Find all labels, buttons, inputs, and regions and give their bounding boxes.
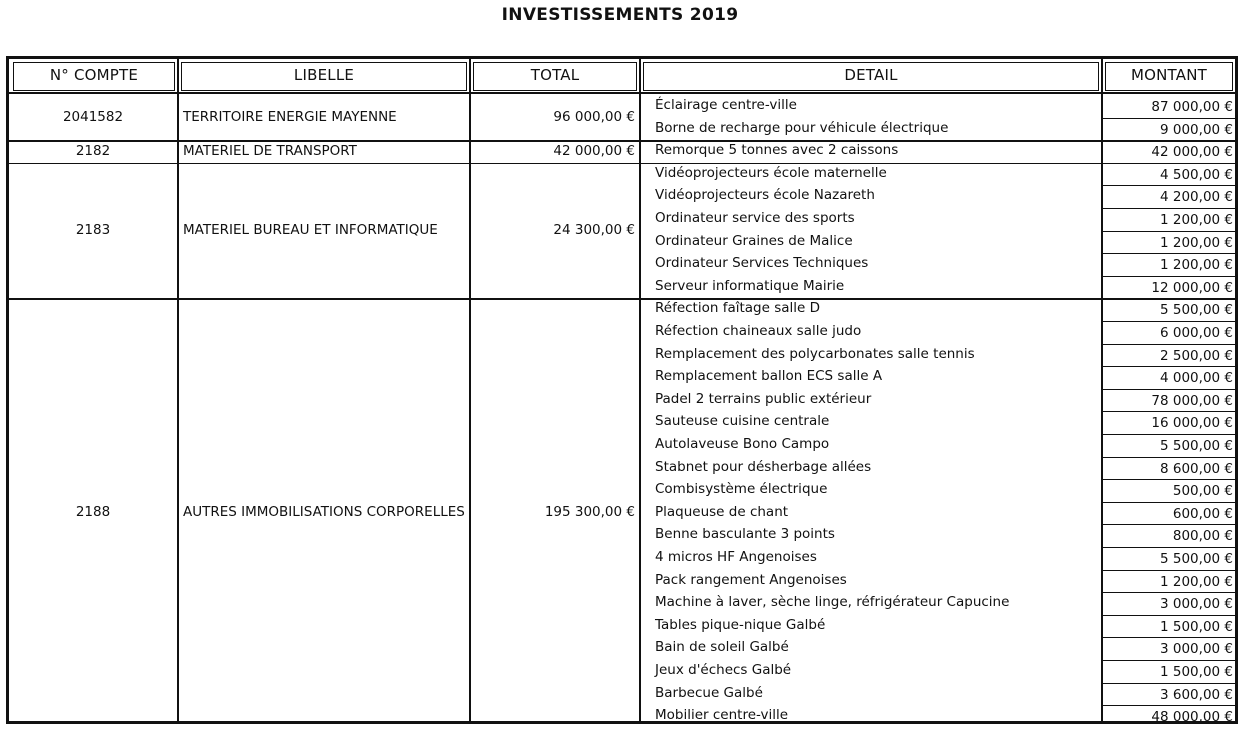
detail-item: Mobilier centre-ville: [655, 707, 789, 724]
header-compte: N° COMPTE: [49, 66, 139, 84]
amount-row-rule: [1103, 705, 1235, 706]
account-total: 195 300,00 €: [544, 504, 635, 521]
detail-item: Combisystème électrique: [655, 481, 828, 498]
detail-item: Tables pique-nique Galbé: [655, 616, 826, 633]
amount-item: 600,00 €: [1172, 505, 1233, 522]
detail-item: Borne de recharge pour véhicule électrique: [655, 119, 949, 136]
detail-item: Remplacement des polycarbonates salle tennis: [655, 345, 975, 362]
amount-row-rule: [1103, 479, 1235, 480]
amount-row-rule: [1103, 185, 1235, 186]
detail-item: Remplacement ballon ECS salle A: [655, 368, 883, 385]
detail-item: Stabnet pour désherbage allées: [655, 458, 872, 475]
detail-item: Jeux d'échecs Galbé: [655, 662, 792, 678]
account-number: 2183: [75, 221, 111, 238]
account-total: 42 000,00 €: [553, 142, 635, 159]
investment-table: [6, 56, 1238, 724]
detail-item: Vidéoprojecteurs école Nazareth: [655, 187, 875, 204]
amount-item: 9 000,00 €: [1160, 121, 1233, 138]
amount-item: 87 000,00 €: [1151, 99, 1233, 115]
amount-row-rule: [1103, 637, 1235, 638]
amount-row-rule: [1103, 389, 1235, 390]
header-rule: [9, 92, 1235, 94]
amount-item: 6 000,00 €: [1160, 325, 1233, 341]
header-detail: DETAIL: [844, 66, 898, 84]
amount-row-rule: [1103, 524, 1235, 525]
account-total: 96 000,00 €: [553, 108, 635, 125]
amount-item: 12 000,00 €: [1151, 279, 1233, 296]
amount-row-rule: [1103, 547, 1235, 548]
amount-row-rule: [1103, 321, 1235, 322]
amount-row-rule: [1103, 660, 1235, 661]
account-label: TERRITOIRE ENERGIE MAYENNE: [183, 108, 397, 125]
detail-item: Sauteuse cuisine centrale: [655, 413, 830, 430]
amount-item: 1 200,00 €: [1160, 234, 1233, 251]
account-label: AUTRES IMMOBILISATIONS CORPORELLES: [183, 504, 465, 521]
detail-item: 4 micros HF Angenoises: [655, 549, 817, 565]
amount-item: 1 500,00 €: [1160, 664, 1233, 680]
amount-row-rule: [1103, 615, 1235, 616]
column-divider: [177, 59, 179, 721]
detail-item: Pack rangement Angenoises: [655, 571, 847, 588]
amount-item: 2 500,00 €: [1160, 347, 1233, 364]
amount-item: 1 200,00 €: [1160, 257, 1233, 274]
account-total: 24 300,00 €: [553, 221, 635, 238]
detail-item: Padel 2 terrains public extérieur: [655, 390, 872, 407]
amount-row-rule: [1103, 411, 1235, 412]
amount-item: 1 200,00 €: [1160, 212, 1233, 228]
amount-row-rule: [1103, 592, 1235, 593]
amount-row-rule: [1103, 231, 1235, 232]
detail-item: Plaqueuse de chant: [655, 503, 789, 520]
header-montant: MONTANT: [1130, 66, 1207, 84]
amount-item: 5 500,00 €: [1160, 438, 1233, 454]
amount-item: 42 000,00 €: [1151, 144, 1233, 161]
amount-item: 16 000,00 €: [1151, 415, 1233, 432]
amount-item: 1 500,00 €: [1160, 618, 1233, 635]
amount-row-rule: [1103, 570, 1235, 571]
detail-item: Remorque 5 tonnes avec 2 caissons: [655, 142, 899, 159]
amount-item: 48 000,00 €: [1151, 709, 1233, 726]
header-libelle: LIBELLE: [293, 66, 355, 84]
amount-item: 78 000,00 €: [1151, 392, 1233, 409]
amount-item: 5 500,00 €: [1160, 551, 1233, 567]
account-number: 2041582: [62, 108, 124, 125]
detail-item: Machine à laver, sèche linge, réfrigérateur Capucine: [655, 594, 1010, 611]
amount-item: 3 000,00 €: [1160, 596, 1233, 613]
detail-item: Ordinateur Graines de Malice: [655, 232, 853, 249]
page-title: INVESTISSEMENTS 2019: [501, 5, 739, 25]
amount-item: 3 000,00 €: [1160, 641, 1233, 658]
amount-row-rule: [1103, 208, 1235, 209]
detail-item: Réfection chaineaux salle judo: [655, 323, 862, 339]
detail-item: Ordinateur service des sports: [655, 210, 855, 226]
detail-item: Barbecue Galbé: [655, 684, 763, 701]
detail-item: Benne basculante 3 points: [655, 526, 835, 543]
amount-item: 500,00 €: [1172, 483, 1233, 500]
amount-item: 1 200,00 €: [1160, 573, 1233, 590]
amount-row-rule: [1103, 502, 1235, 503]
detail-item: Autolaveuse Bono Campo: [655, 436, 830, 452]
detail-item: Serveur informatique Mairie: [655, 277, 845, 294]
amount-item: 8 600,00 €: [1160, 460, 1233, 477]
amount-item: 4 500,00 €: [1160, 166, 1233, 183]
amount-item: 4 200,00 €: [1160, 189, 1233, 206]
amount-row-rule: [1103, 683, 1235, 684]
amount-row-rule: [1103, 366, 1235, 367]
column-divider: [639, 59, 641, 721]
amount-item: 800,00 €: [1172, 528, 1233, 545]
amount-row-rule: [1103, 457, 1235, 458]
amount-row-rule: [1103, 434, 1235, 435]
detail-item: Vidéoprojecteurs école maternelle: [655, 164, 887, 181]
amount-item: 5 500,00 €: [1160, 302, 1233, 319]
account-label: MATERIEL DE TRANSPORT: [183, 142, 357, 159]
detail-item: Ordinateur Services Techniques: [655, 255, 869, 272]
amount-item: 4 000,00 €: [1160, 370, 1233, 387]
account-number: 2188: [75, 504, 111, 521]
header-total: TOTAL: [530, 66, 580, 84]
detail-item: Éclairage centre-ville: [655, 97, 797, 113]
amount-row-rule: [1103, 344, 1235, 345]
amount-row-rule: [1103, 253, 1235, 254]
detail-item: Bain de soleil Galbé: [655, 639, 789, 656]
amount-row-rule: [1103, 118, 1235, 119]
amount-row-rule: [1103, 276, 1235, 277]
account-number: 2182: [75, 142, 111, 159]
account-label: MATERIEL BUREAU ET INFORMATIQUE: [183, 221, 438, 238]
amount-item: 3 600,00 €: [1160, 686, 1233, 703]
detail-item: Réfection faîtage salle D: [655, 300, 821, 317]
